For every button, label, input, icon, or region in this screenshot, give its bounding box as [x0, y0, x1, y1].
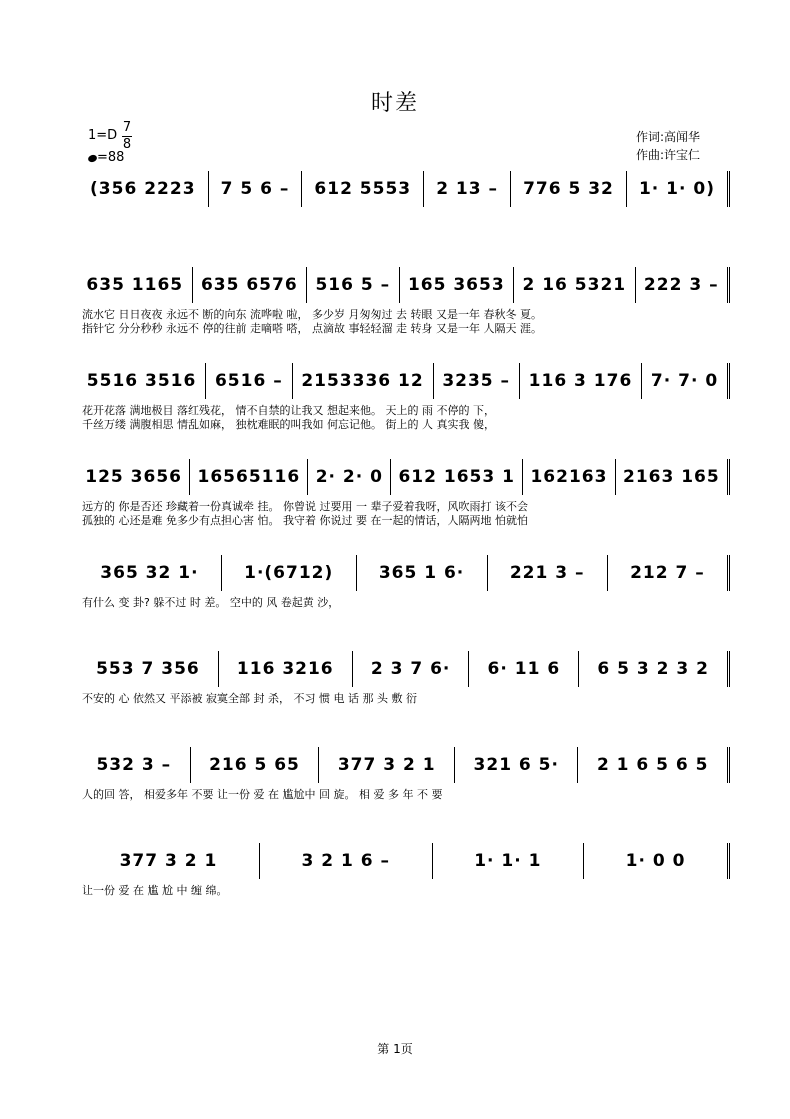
measure: 1· 1· 1 [433, 843, 584, 879]
measure: 3235 – [434, 363, 520, 399]
measure: 612 5553 [302, 171, 424, 207]
measure: 16565116 [190, 459, 308, 495]
measure: 221 3 – [488, 555, 608, 591]
measure: 2 3 7 6· [353, 651, 470, 687]
measure: 635 1165 [78, 267, 193, 303]
measure: 162163 [523, 459, 616, 495]
measure: 116 3 176 [520, 363, 642, 399]
lyric-line: 孤独的 心还是难 免多少有点担心害 怕。 我守着 你说过 要 在一起的情话，人隔两地 怕就怕 [82, 514, 528, 527]
score-system [78, 368, 730, 432]
measure: 216 5 65 [191, 747, 320, 783]
notation-line [78, 752, 730, 778]
notation-line [78, 176, 730, 202]
measure: 377 3 2 1 [319, 747, 455, 783]
lyric-line: 让一份 爱 在 尴 尬 中 缠 绵。 [82, 884, 228, 897]
composer: 作曲:许宝仁 [635, 148, 700, 162]
score-system [78, 272, 730, 336]
measure: 116 3216 [219, 651, 353, 687]
measure: 2 16 5321 [514, 267, 635, 303]
notation-line [78, 848, 730, 874]
score-system [78, 464, 730, 528]
lyric-line: 千丝万缕 满腹相思 情乱如麻， 独枕难眠的叫我如 何忘记他。 街上的 人 真实我 傻， [82, 418, 495, 431]
notation-line [78, 560, 730, 586]
notation-line [78, 656, 730, 682]
score-system [78, 560, 730, 610]
measure: 635 6576 [193, 267, 308, 303]
song-title: 时差 [370, 91, 419, 116]
notation-line [78, 464, 730, 490]
measure: 553 7 356 [78, 651, 219, 687]
tempo-value: =88 [97, 150, 125, 165]
page-number: 第 1页 [377, 1042, 413, 1056]
measure: 1· 0 0 [584, 843, 730, 879]
measure: 377 3 2 1 [78, 843, 260, 879]
lyric-line: 花开花落 满地极目 落红残花， 情不自禁的让我又 想起来他。 天上的 雨 不停的 下， [82, 404, 495, 417]
lyric-line: 流水它 日日夜夜 永远不 断的向东 流哗啦 啦， 多少岁 月匆匆过 去 转眼 又是一年 春秋冬 夏。 [82, 308, 542, 321]
measure: 7 5 6 – [209, 171, 303, 207]
measure: 7· 7· 0 [642, 363, 730, 399]
time-denominator: 8 [122, 137, 132, 152]
lyricist: 作词:高闻华 [635, 130, 700, 144]
measure: 6516 – [206, 363, 292, 399]
measure: 165 3653 [400, 267, 515, 303]
measure: 3 2 1 6 – [260, 843, 433, 879]
score-system [78, 752, 730, 802]
measure: 222 3 – [636, 267, 730, 303]
measure: 365 1 6· [357, 555, 488, 591]
measure: 2 1 6 5 6 5 [578, 747, 730, 783]
measure: 5516 3516 [78, 363, 206, 399]
time-numerator: 7 [122, 120, 132, 135]
credits [636, 128, 700, 164]
time-signature [122, 120, 132, 153]
measure: 125 3656 [78, 459, 190, 495]
measure: 532 3 – [78, 747, 191, 783]
measure: 1· 1· 0) [627, 171, 730, 207]
measure: 6· 11 6 [469, 651, 579, 687]
measure: 2 13 – [424, 171, 511, 207]
measure: 6 5 3 2 3 2 [579, 651, 730, 687]
measure: 516 5 – [307, 267, 399, 303]
notation-line [78, 272, 730, 298]
measure: 212 7 – [608, 555, 730, 591]
measure: 612 1653 1 [391, 459, 523, 495]
key-signature: 1=D [88, 128, 118, 143]
measure: 2· 2· 0 [308, 459, 391, 495]
measure: (356 2223 [78, 171, 209, 207]
lyric-line: 指针它 分分秒秒 永远不 停的往前 走嘀嗒 嗒， 点滴故 事轻轻溜 走 转身 又是一年 人隔天 涯。 [82, 322, 542, 335]
measure: 321 6 5· [455, 747, 578, 783]
tempo-marking [88, 150, 124, 165]
lyric-line: 人的回 答， 相爱多年 不要 让一份 爱 在 尴尬中 回 旋。 相 爱 多 年 不 要 [82, 788, 443, 801]
measure: 1·(6712) [222, 555, 357, 591]
lyric-line: 不安的 心 依然又 平添被 寂寞全部 封 杀， 不习 惯 电 话 那 头 敷 衍 [82, 692, 417, 705]
measure: 365 32 1· [78, 555, 222, 591]
score-system [78, 656, 730, 706]
notation-line [78, 368, 730, 394]
score-system [78, 848, 730, 898]
lyric-line: 远方的 你是否还 珍藏着一份真诚牵 挂。 你曾说 过要用 一 辈子爱着我呀，风吹雨打 该不会 [82, 500, 528, 513]
lyric-line: 有什么 变 卦? 躲不过 时 差。 空中的 风 卷起黄 沙， [82, 596, 340, 609]
score-system [78, 176, 730, 202]
measure: 776 5 32 [511, 171, 627, 207]
measure: 2153336 12 [293, 363, 434, 399]
measure: 2163 165 [616, 459, 730, 495]
